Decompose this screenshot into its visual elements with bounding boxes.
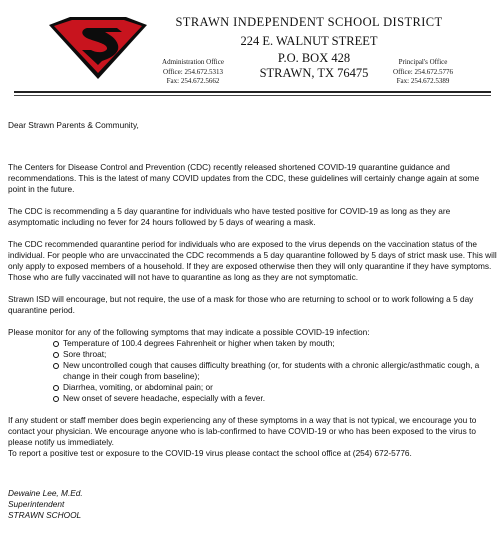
letterhead-divider [14,91,491,93]
admin-office-phone: Office: 254.672.5313 [163,67,223,76]
symptom-item: Temperature of 100.4 degrees Fahrenheit or higher when taken by mouth; [52,338,498,349]
paragraph-contact-physician: If any student or staff member does begin experiencing any of these symptoms in a way that is not typical, we encourage you to contact your physician. We encourage anyone who is lab-confirmed to have COVID-19 or who has been exposed to the virus to please notify us immediately. [8,415,477,447]
principal-office-fax: Fax: 254.672.5389 [396,77,450,85]
administration-office-contact [150,58,236,87]
letterhead-divider-thin [14,95,491,96]
street-address: 224 E. WALNUT STREET [240,34,378,48]
paragraph-positive-quarantine: The CDC is recommending a 5 day quarantine for individuals who have tested positive for COVID-19 as long as they are asymptomatic including no fever for 24 hours followed by 5 days of wearing a mask. [8,206,451,227]
signer-title: Superintendent [8,499,65,509]
signer-name: Dewaine Lee, M.Ed. [8,488,83,498]
symptom-item: New uncontrolled cough that causes difficulty breathing (or, for students with a chronic allergic/asthmatic cough, a change in their cough from baseline); [52,360,498,382]
admin-office-title: Administration Office [162,58,224,66]
paragraph-cdc-guidance: The Centers for Disease Control and Prevention (CDC) recently released shortened COVID-19 quarantine guidance and recommendations. This is the latest of many COVID updates from the CDC, these guidelines will certainly change again at some point in the future. [8,162,480,194]
signer-organization: STRAWN SCHOOL [8,510,82,520]
signature-block [8,488,498,521]
superman-shield-logo [47,16,149,80]
principal-office-phone: Office: 254.672.5776 [393,67,453,76]
letter-body [8,120,498,521]
paragraph-exposure-quarantine: The CDC recommended quarantine period for individuals who are exposed to the virus depends on the vaccination status of the individual. For people who are unvaccinated the CDC recommends a 5 day quarantine followed by 5 days of strict mask use. This will only apply to exposed members of a household. If they are exposed otherwise then they will only quarantine if they have symptoms. Those who are fully vaccinated will not have to quarantine as long as they are not symptomatic. [8,239,497,282]
symptoms-list [8,338,498,404]
shield-fill [54,20,142,73]
symptom-item: Sore throat; [52,349,498,360]
paragraph-report-contact: To report a positive test or exposure to the COVID-19 virus please contact the school office at (254) 672-5776. [8,448,412,458]
greeting: Dear Strawn Parents & Community, [8,120,139,130]
symptom-item: New onset of severe headache, especially with a fever. [52,393,498,404]
principal-office-contact [383,58,463,87]
paragraph-mask-policy: Strawn ISD will encourage, but not require, the use of a mask for those who are returning to school or to work following a 5 day quarantine period. [8,294,474,315]
admin-office-fax: Fax: 254.672.5662 [166,77,220,85]
po-box: P.O. BOX 428 [277,51,351,65]
principal-office-title: Principal's Office [398,58,448,66]
city-state-zip: STRAWN, TX 76475 [259,66,369,80]
symptoms-intro: Please monitor for any of the following symptoms that may indicate a possible COVID-19 infection: [8,327,370,337]
symptom-item: Diarrhea, vomiting, or abdominal pain; or [52,382,498,393]
mailing-address [244,51,384,81]
district-name: STRAWN INDEPENDENT SCHOOL DISTRICT [175,15,443,29]
